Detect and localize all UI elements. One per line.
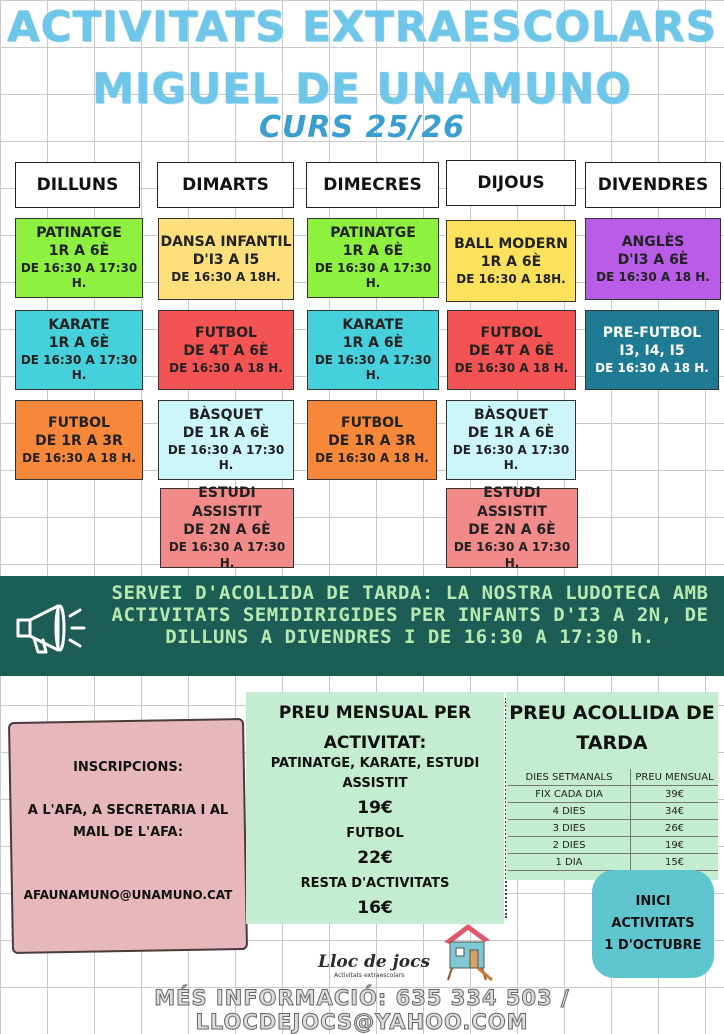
price-group-3: RESTA D'ACTIVITATS — [300, 876, 450, 891]
logo-subtitle: Activitats extraescolars — [334, 972, 405, 979]
table-cell: 2 DIES — [508, 837, 631, 854]
activity-card-estudi-tuesday — [160, 485, 294, 570]
activity-name: BÀSQUET — [474, 406, 548, 423]
activity-name: FUTBOL — [480, 324, 543, 341]
afternoon-price-title: PREU ACOLLIDA DE TARDA — [509, 702, 715, 754]
activity-grades: DE 2N A 6È — [468, 522, 556, 539]
activity-hours: DE 16:30 A 18 H. — [596, 269, 710, 284]
activity-name: FUTBOL — [48, 414, 110, 431]
activity-grades: D'I3 A I5 — [192, 252, 260, 269]
school-name: MIGUEL DE UNAMUNO — [92, 64, 632, 113]
activity-card-futbol-thursday — [447, 310, 576, 390]
table-row — [508, 803, 718, 820]
activity-name: ESTUDI ASSISTIT — [192, 485, 262, 520]
activity-grades: DE 2N A 6È — [183, 522, 271, 539]
activity-hours: DE 16:30 A 18 H. — [454, 360, 569, 375]
table-cell: 39€ — [631, 786, 719, 803]
activity-grades: 1R A 6È — [48, 243, 110, 260]
column-header: DIES SETMANALS — [508, 769, 631, 786]
footer-contact: MÉS INFORMACIÓ: 635 334 503 / LLOCDEJOCS@YAHOO.COM — [154, 986, 570, 1034]
activity-card-karate-wednesday — [307, 310, 439, 390]
column-header: PREU MENSUAL — [631, 769, 719, 786]
activity-grades: DE 4T A 6È — [183, 343, 269, 360]
activity-name: ANGLÈS — [621, 233, 685, 250]
activity-hours: DE 16:30 A 18H. — [171, 269, 281, 284]
day-header-wednesday: DIMECRES — [306, 162, 439, 208]
activity-card-futbol-wednesday — [307, 400, 437, 480]
start-line-3: 1 D'OCTUBRE — [604, 938, 702, 953]
activity-name: FUTBOL — [341, 414, 403, 431]
price-group-1: PATINATGE, KARATE, ESTUDI ASSISTIT — [270, 756, 480, 791]
start-line-2: ACTIVITATS — [611, 916, 695, 931]
activity-grades: DE 1R A 3R — [35, 433, 123, 450]
activity-hours: DE 16:30 A 17:30 H. — [314, 352, 432, 383]
table-row — [508, 854, 718, 871]
table-row — [508, 820, 718, 837]
table-cell: 19€ — [631, 837, 719, 854]
activity-grades: DE 1R A 6È — [467, 425, 555, 442]
afternoon-price-table — [508, 769, 718, 871]
table-row — [508, 786, 718, 803]
megaphone-icon — [14, 598, 88, 658]
activity-name: PATINATGE — [36, 224, 122, 241]
price-value-2: 22€ — [357, 848, 393, 868]
activity-name: KARATE — [48, 316, 110, 333]
activity-hours: DE 16:30 A 17:30 H. — [20, 352, 138, 383]
table-header-row — [508, 769, 718, 786]
day-header-friday: DIVENDRES — [585, 162, 721, 208]
day-header-thursday: DIJOUS — [446, 160, 576, 206]
activity-name: KARATE — [342, 316, 404, 333]
activity-card-futbol-tuesday — [158, 310, 294, 390]
start-line-1: INICI — [635, 894, 671, 909]
day-header-tuesday: DIMARTS — [157, 162, 294, 208]
price-value-3: 16€ — [357, 898, 393, 918]
start-date-badge — [592, 870, 714, 978]
activity-grades: DE 1R A 3R — [328, 433, 416, 450]
activity-card-dansa-tuesday — [158, 218, 294, 300]
activity-grades: 1R A 6È — [342, 335, 404, 352]
table-cell: FIX CADA DIA — [508, 786, 631, 803]
table-cell: 1 DIA — [508, 854, 631, 871]
activity-card-karate-monday — [15, 310, 143, 390]
activity-hours: DE 16:30 A 17:30 H. — [167, 442, 285, 473]
activity-hours: DE 16:30 A 18 H. — [22, 450, 136, 465]
price-group-2: FUTBOL — [346, 826, 404, 841]
activity-hours: DE 16:30 A 18 H. — [169, 360, 283, 375]
activity-name: PRE-FUTBOL — [602, 324, 702, 341]
activity-card-patinatge-wednesday — [307, 218, 439, 298]
activity-name: DANSA INFANTIL — [160, 233, 292, 250]
activity-hours: DE 16:30 A 18H. — [456, 271, 566, 286]
activity-grades: DE 1R A 6È — [182, 425, 270, 442]
registration-email: AFAUNAMUNO@UNAMUNO.CAT — [23, 888, 233, 902]
logo-name: Lloc de jocs — [318, 952, 431, 972]
monthly-price-title: PREU MENSUAL PER ACTIVITAT: — [278, 703, 472, 753]
activity-hours: DE 16:30 A 17:30 H. — [20, 260, 138, 291]
afternoon-service-text: SERVEI D'ACOLLIDA DE TARDA: LA NOSTRA LUDOTECA AMB ACTIVITATS SEMIDIRIGIDES PER INFANTS D'I3 A 2N, DE DILLUNS A DIVENDRES I DE 16:30 A 17:30 h. — [111, 582, 709, 648]
activity-card-prefutbol-friday — [585, 310, 719, 390]
activity-grades: I3, I4, I5 — [619, 343, 685, 360]
registration-title: INSCRIPCIONS: — [73, 760, 183, 775]
activity-card-angles-friday — [585, 218, 721, 300]
price-value-1: 19€ — [357, 798, 393, 818]
activity-card-basquet-tuesday — [158, 400, 294, 480]
table-cell: 26€ — [631, 820, 719, 837]
registration-where: A L'AFA, A SECRETARIA I AL MAIL DE L'AFA: — [27, 803, 229, 840]
table-row — [508, 837, 718, 854]
table-cell: 4 DIES — [508, 803, 631, 820]
poster-title: ACTIVITATS EXTRAESCOLARS — [7, 2, 717, 51]
activity-card-basquet-thursday — [446, 400, 576, 480]
activity-name: FUTBOL — [195, 324, 257, 341]
activity-grades: DE 4T A 6È — [468, 343, 555, 360]
activity-name: ESTUDI ASSISTIT — [477, 485, 547, 520]
activity-grades: 1R A 6È — [480, 254, 542, 271]
table-cell: 34€ — [631, 803, 719, 820]
activity-grades: 1R A 6È — [48, 335, 110, 352]
activity-name: PATINATGE — [330, 224, 416, 241]
playhouse-icon — [438, 920, 494, 982]
activity-hours: DE 16:30 A 17:30 H. — [168, 539, 286, 570]
day-header-monday: DILLUNS — [15, 162, 140, 208]
activity-card-futbol-monday — [15, 400, 143, 480]
table-cell: 15€ — [631, 854, 719, 871]
activity-card-estudi-thursday — [446, 485, 578, 570]
activity-hours: DE 16:30 A 17:30 H. — [452, 442, 570, 473]
activity-hours: DE 16:30 A 18 H. — [315, 450, 429, 465]
course-year: CURS 25/26 — [259, 110, 465, 145]
activity-grades: 1R A 6È — [342, 243, 404, 260]
activity-card-ball-modern-thursday — [446, 220, 576, 302]
activity-hours: DE 16:30 A 18 H. — [595, 360, 709, 375]
activity-hours: DE 16:30 A 17:30 H. — [453, 539, 571, 570]
activity-grades: D'I3 A 6È — [617, 252, 689, 269]
table-cell: 3 DIES — [508, 820, 631, 837]
activity-hours: DE 16:30 A 17:30 H. — [314, 260, 432, 291]
activity-name: BÀSQUET — [189, 406, 263, 423]
activity-name: BALL MODERN — [454, 235, 568, 252]
activity-card-patinatge-monday — [15, 218, 143, 298]
